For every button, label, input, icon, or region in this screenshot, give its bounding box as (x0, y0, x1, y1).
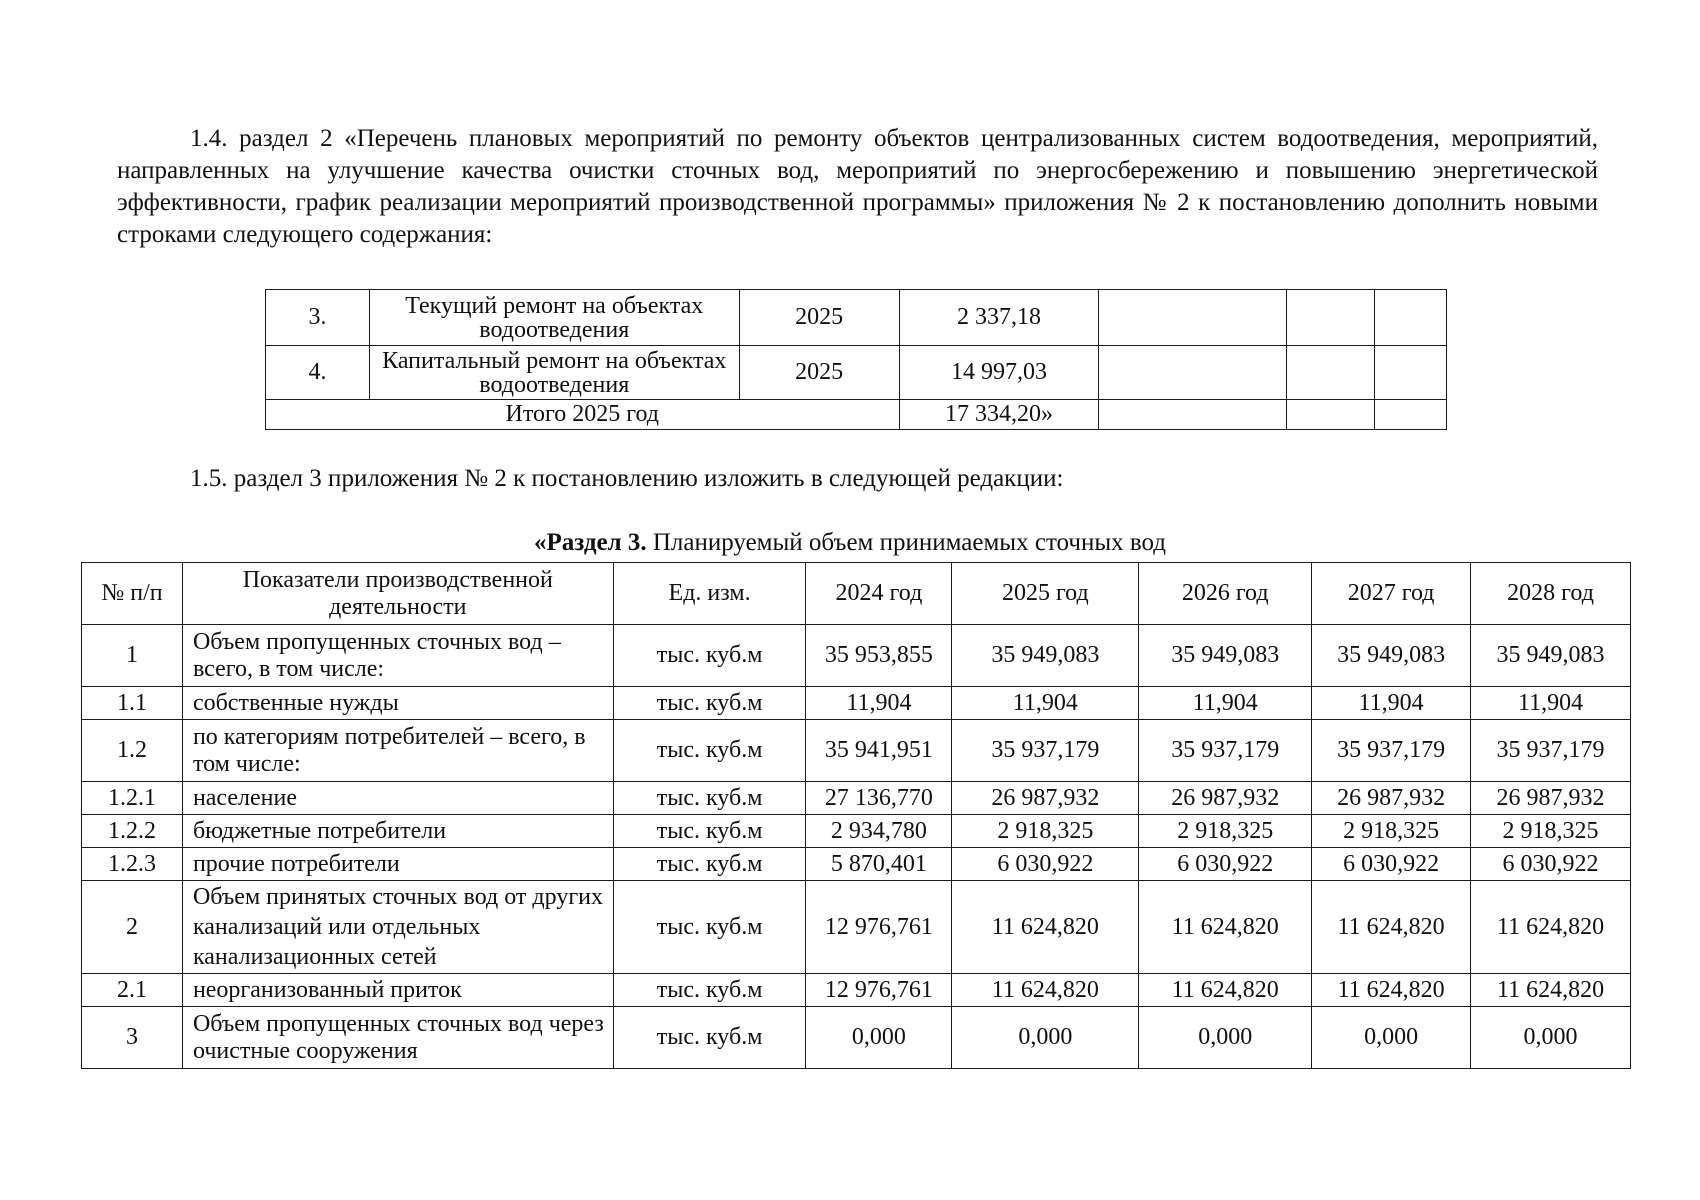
table-row (82, 625, 1631, 687)
value-cell: 35 937,179 (1312, 720, 1471, 782)
activities-table (265, 289, 1447, 430)
value-cell: 11 624,820 (1471, 974, 1631, 1007)
header-row (82, 563, 1631, 625)
value-cell: 2 918,325 (1312, 815, 1471, 848)
row-number: 1.2.1 (82, 782, 183, 815)
value-cell: 6 030,922 (952, 848, 1139, 881)
row-number: 4. (266, 346, 370, 400)
table-row (266, 290, 1447, 346)
unit-cell: тыс. куб.м (613, 782, 806, 815)
value-cell: 6 030,922 (1312, 848, 1471, 881)
activity-amount: 14 997,03 (899, 346, 1099, 400)
value-cell: 6 030,922 (1471, 848, 1631, 881)
section-title-text: Планируемый объем принимаемых сточных вод (646, 529, 1167, 556)
value-cell: 5 870,401 (806, 848, 952, 881)
header-indicator: Показатели производственной деятельности (182, 563, 613, 625)
activity-year: 2025 (739, 346, 899, 400)
header-number: № п/п (82, 563, 183, 625)
empty-cell (1099, 290, 1287, 346)
value-cell: 35 949,083 (1312, 625, 1471, 687)
value-cell: 35 949,083 (1471, 625, 1631, 687)
value-cell: 11 624,820 (1139, 974, 1312, 1007)
intro-paragraph: 1.4. раздел 2 «Перечень плановых мероприятий по ремонту объектов централизованных систем водоотведения, мероприятий, направленных на улучшение качества очистки сточных вод, мероприятий по энергосбережению и повышению энергетической эффективности, график реализации мероприятий производственной программы» приложения № 2 к постановлению дополнить новыми строками следующего содержания: (117, 125, 1598, 248)
row-number: 3 (82, 1007, 183, 1069)
header-year: 2027 год (1312, 563, 1471, 625)
table-row (82, 881, 1631, 974)
row-number: 1.2.2 (82, 815, 183, 848)
table-row (82, 720, 1631, 782)
empty-cell (1099, 346, 1287, 400)
value-cell: 11 624,820 (1139, 881, 1312, 974)
section-title (0, 528, 1700, 558)
empty-cell (1287, 346, 1375, 400)
indicator-name: Объем пропущенных сточных вод через очистные сооружения (182, 1007, 613, 1069)
row-number: 1 (82, 625, 183, 687)
value-cell: 35 949,083 (952, 625, 1139, 687)
value-cell: 0,000 (1139, 1007, 1312, 1069)
value-cell: 0,000 (1471, 1007, 1631, 1069)
value-cell: 26 987,932 (1312, 782, 1471, 815)
value-cell: 0,000 (952, 1007, 1139, 1069)
empty-cell (1287, 400, 1375, 430)
unit-cell: тыс. куб.м (613, 625, 806, 687)
row-number: 1.1 (82, 687, 183, 720)
unit-cell: тыс. куб.м (613, 1007, 806, 1069)
value-cell: 35 953,855 (806, 625, 952, 687)
value-cell: 35 941,951 (806, 720, 952, 782)
row-number: 2.1 (82, 974, 183, 1007)
value-cell: 26 987,932 (952, 782, 1139, 815)
header-year: 2025 год (952, 563, 1139, 625)
unit-cell: тыс. куб.м (613, 720, 806, 782)
activity-year: 2025 (739, 290, 899, 346)
value-cell: 27 136,770 (806, 782, 952, 815)
activity-name: Капитальный ремонт на объектах водоотведения (369, 346, 739, 400)
indicator-name: Объем принятых сточных вод от других канализаций или отдельных канализационных сетей (182, 881, 613, 974)
value-cell: 11 624,820 (1312, 974, 1471, 1007)
table-row (82, 974, 1631, 1007)
unit-cell: тыс. куб.м (613, 974, 806, 1007)
value-cell: 35 937,179 (1139, 720, 1312, 782)
second-paragraph: 1.5. раздел 3 приложения № 2 к постановлению изложить в следующей редакции: (190, 465, 1064, 492)
table-row (82, 782, 1631, 815)
unit-cell: тыс. куб.м (613, 848, 806, 881)
indicator-name: неорганизованный приток (182, 974, 613, 1007)
value-cell: 0,000 (806, 1007, 952, 1069)
row-number: 1.2 (82, 720, 183, 782)
unit-cell: тыс. куб.м (613, 687, 806, 720)
value-cell: 12 976,761 (806, 881, 952, 974)
table-row (266, 346, 1447, 400)
value-cell: 11 624,820 (1312, 881, 1471, 974)
indicator-name: прочие потребители (182, 848, 613, 881)
row-number: 1.2.3 (82, 848, 183, 881)
value-cell: 11 624,820 (952, 881, 1139, 974)
value-cell: 2 934,780 (806, 815, 952, 848)
value-cell: 11 624,820 (1471, 881, 1631, 974)
indicator-name: бюджетные потребители (182, 815, 613, 848)
value-cell: 6 030,922 (1139, 848, 1312, 881)
header-year: 2028 год (1471, 563, 1631, 625)
value-cell: 35 949,083 (1139, 625, 1312, 687)
value-cell: 35 937,179 (1471, 720, 1631, 782)
value-cell: 2 918,325 (1471, 815, 1631, 848)
value-cell: 11,904 (952, 687, 1139, 720)
empty-cell (1375, 346, 1447, 400)
table-row (82, 848, 1631, 881)
value-cell: 12 976,761 (806, 974, 952, 1007)
value-cell: 11,904 (1471, 687, 1631, 720)
row-number: 3. (266, 290, 370, 346)
row-number: 2 (82, 881, 183, 974)
value-cell: 11 624,820 (952, 974, 1139, 1007)
total-amount: 17 334,20» (899, 400, 1099, 430)
activity-name: Текущий ремонт на объектах водоотведения (369, 290, 739, 346)
empty-cell (1375, 290, 1447, 346)
value-cell: 35 937,179 (952, 720, 1139, 782)
unit-cell: тыс. куб.м (613, 815, 806, 848)
value-cell: 11,904 (1312, 687, 1471, 720)
indicator-name: собственные нужды (182, 687, 613, 720)
value-cell: 2 918,325 (1139, 815, 1312, 848)
value-cell: 0,000 (1312, 1007, 1471, 1069)
section-title-bold: «Раздел 3. (533, 529, 647, 556)
activity-amount: 2 337,18 (899, 290, 1099, 346)
indicator-name: Объем пропущенных сточных вод – всего, в том числе: (182, 625, 613, 687)
header-year: 2024 год (806, 563, 952, 625)
header-year: 2026 год (1139, 563, 1312, 625)
empty-cell (1375, 400, 1447, 430)
indicator-name: по категориям потребителей – всего, в том числе: (182, 720, 613, 782)
table-row (82, 1007, 1631, 1069)
table-row (82, 687, 1631, 720)
value-cell: 11,904 (1139, 687, 1312, 720)
indicator-name: население (182, 782, 613, 815)
value-cell: 2 918,325 (952, 815, 1139, 848)
planned-volume-table (81, 562, 1631, 1069)
value-cell: 11,904 (806, 687, 952, 720)
value-cell: 26 987,932 (1139, 782, 1312, 815)
value-cell: 26 987,932 (1471, 782, 1631, 815)
header-unit: Ед. изм. (613, 563, 806, 625)
total-row (266, 400, 1447, 430)
empty-cell (1099, 400, 1287, 430)
total-label: Итого 2025 год (266, 400, 900, 430)
unit-cell: тыс. куб.м (613, 881, 806, 974)
table-row (82, 815, 1631, 848)
empty-cell (1287, 290, 1375, 346)
